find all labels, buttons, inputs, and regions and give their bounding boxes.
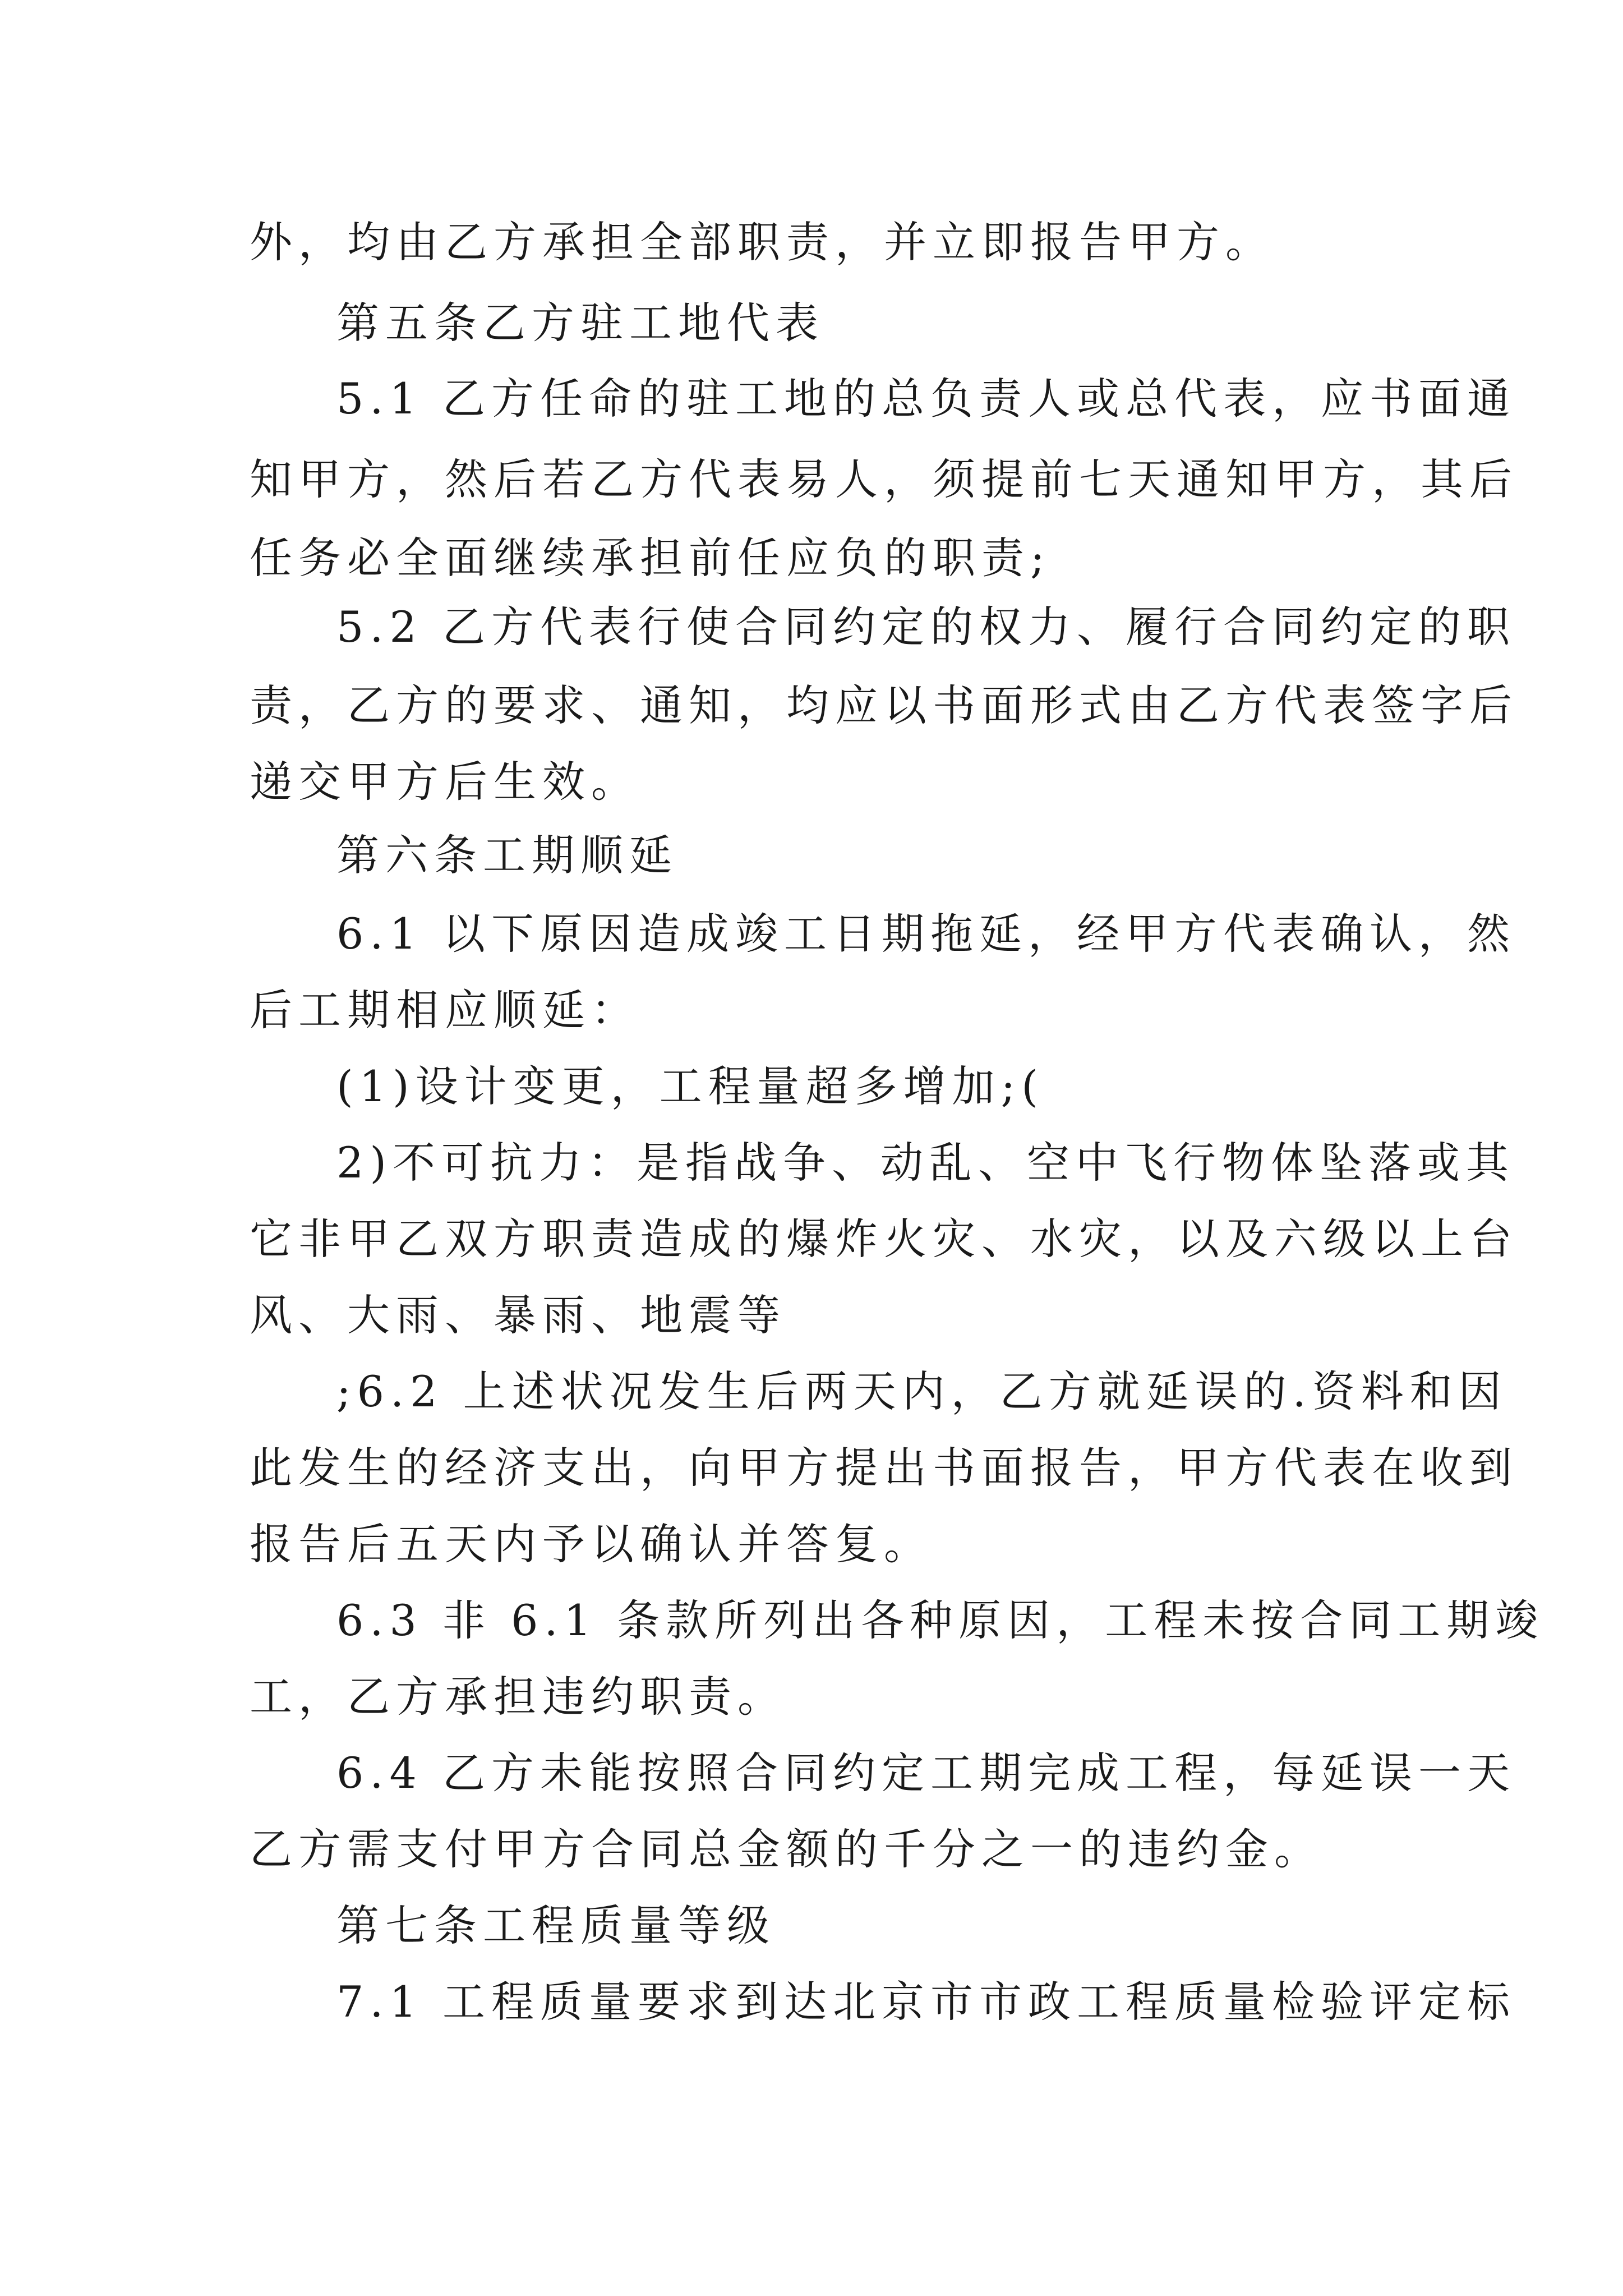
text-line: 风、大雨、暴雨、地震等 — [250, 1290, 786, 1340]
text-line: 7.1 工程质量要求到达北京市市政工程质量检验评定标 — [336, 1977, 1516, 2027]
text-line: 外，均由乙方承担全部职责，并立即报告甲方。 — [250, 217, 1274, 267]
text-line: 5.2 乙方代表行使合同约定的权力、履行合同约定的职 — [336, 602, 1516, 652]
text-line: 乙方需支付甲方合同总金额的千分之一的违约金。 — [250, 1824, 1323, 1874]
article-heading: 第七条工程质量等级 — [336, 1901, 776, 1950]
text-line: 任务必全面继续承担前任应负的职责; — [250, 533, 1051, 583]
text-line: (1)设计变更，工程量超多增加;( — [336, 1061, 1044, 1111]
text-line: 它非甲乙双方职责造成的爆炸火灾、水灾，以及六级以上台 — [250, 1214, 1518, 1264]
text-line: 后工期相应顺延： — [250, 985, 640, 1035]
text-line: 责，乙方的要求、通知，均应以书面形式由乙方代表签字后 — [250, 680, 1518, 730]
text-line: ;6.2 上述状况发生后两天内，乙方就延误的.资料和因 — [336, 1366, 1507, 1416]
text-line: 此发生的经济支出，向甲方提出书面报告，甲方代表在收到 — [250, 1443, 1518, 1493]
text-line: 6.1 以下原因造成竣工日期拖延，经甲方代表确认，然 — [336, 909, 1516, 959]
text-line: 5.1 乙方任命的驻工地的总负责人或总代表，应书面通 — [336, 374, 1516, 424]
article-heading: 第五条乙方驻工地代表 — [336, 298, 824, 348]
text-line: 2)不可抗力：是指战争、动乱、空中飞行物体坠落或其 — [336, 1138, 1515, 1188]
text-line: 6.4 乙方未能按照合同约定工期完成工程，每延误一天 — [336, 1748, 1516, 1798]
text-line: 报告后五天内予以确认并答复。 — [250, 1519, 933, 1569]
text-line: 递交甲方后生效。 — [250, 757, 640, 807]
text-line: 工，乙方承担违约职责。 — [250, 1672, 786, 1722]
text-line: 6.3 非 6.1 条款所列出各种原因，工程未按合同工期竣 — [336, 1595, 1544, 1645]
article-heading: 第六条工期顺延 — [336, 830, 678, 880]
text-line: 知甲方，然后若乙方代表易人，须提前七天通知甲方，其后 — [250, 454, 1518, 504]
